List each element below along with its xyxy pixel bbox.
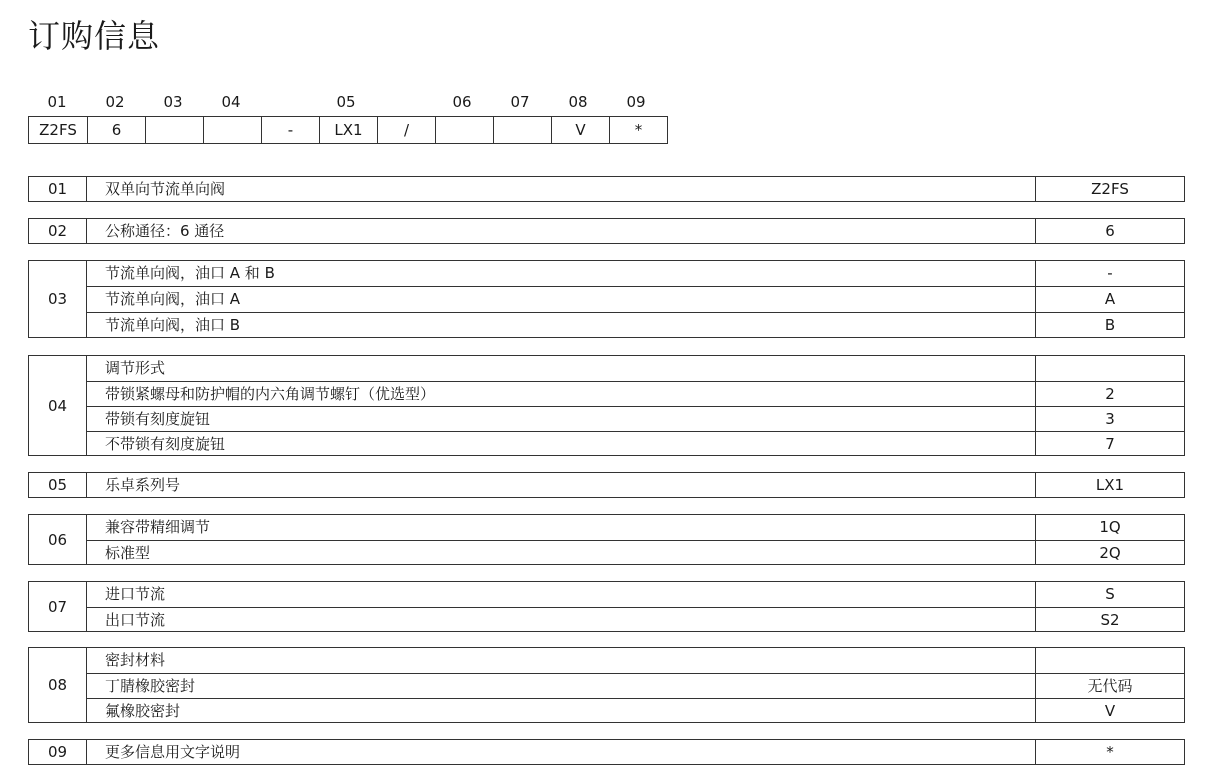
option-code: V — [1035, 699, 1184, 723]
option-row — [87, 540, 1184, 565]
option-group-03 — [28, 260, 1185, 338]
option-code: 无代码 — [1035, 674, 1184, 698]
position-label: 06 — [452, 93, 472, 111]
option-group-09 — [28, 739, 1185, 765]
position-label: 05 — [336, 93, 356, 111]
option-description: 节流单向阀，油口 A 和 B — [105, 264, 275, 282]
option-code — [1035, 648, 1184, 673]
option-code: S — [1035, 582, 1184, 607]
option-row — [87, 698, 1184, 723]
option-row — [87, 673, 1184, 698]
position-label: 09 — [626, 93, 646, 111]
code-cell — [435, 117, 493, 143]
option-code: 3 — [1035, 407, 1184, 431]
page-title: 订购信息 — [28, 17, 161, 55]
order-code-strip — [28, 116, 668, 144]
code-cell — [493, 117, 551, 143]
option-description: 出口节流 — [105, 611, 166, 629]
option-code: * — [1035, 740, 1184, 765]
code-cell: 6 — [87, 117, 145, 143]
option-code: Z2FS — [1035, 177, 1184, 202]
option-description: 不带锁有刻度旋钮 — [105, 435, 226, 453]
code-cell: / — [377, 117, 435, 143]
option-group-02 — [28, 218, 1185, 244]
code-cell — [203, 117, 261, 143]
group-number: 04 — [29, 356, 87, 455]
option-code: 6 — [1035, 219, 1184, 244]
position-label: 07 — [510, 93, 530, 111]
option-row — [87, 219, 1184, 244]
code-cell — [145, 117, 203, 143]
option-row — [87, 582, 1184, 607]
option-group-08 — [28, 647, 1185, 723]
option-description: 丁腈橡胶密封 — [105, 677, 196, 695]
option-row — [87, 356, 1184, 381]
group-number: 05 — [29, 473, 87, 497]
code-cell: Z2FS — [39, 121, 77, 139]
option-code: 2 — [1035, 382, 1184, 406]
option-description: 带锁紧螺母和防护帽的内六角调节螺钉（优选型） — [105, 385, 436, 403]
option-description: 更多信息用文字说明 — [105, 743, 241, 761]
group-number: 08 — [29, 648, 87, 722]
option-group-05 — [28, 472, 1185, 498]
option-description: 氟橡胶密封 — [105, 702, 181, 720]
option-row — [87, 381, 1184, 406]
option-row — [87, 607, 1184, 632]
option-description: 节流单向阀，油口 B — [105, 316, 241, 334]
option-description: 密封材料 — [105, 651, 166, 669]
option-row — [87, 177, 1184, 202]
position-label: 01 — [47, 93, 67, 111]
option-row — [87, 515, 1184, 540]
option-code: A — [1035, 287, 1184, 312]
option-group-06 — [28, 514, 1185, 565]
position-label: 04 — [221, 93, 241, 111]
option-code: S2 — [1035, 608, 1184, 632]
option-row — [87, 406, 1184, 431]
group-number: 01 — [29, 177, 87, 201]
option-description: 双单向节流单向阀 — [105, 180, 226, 198]
option-description: 带锁有刻度旋钮 — [105, 410, 211, 428]
option-group-01 — [28, 176, 1185, 202]
group-number: 09 — [29, 740, 87, 764]
option-description: 兼容带精细调节 — [105, 518, 211, 536]
position-label: 02 — [105, 93, 125, 111]
position-label: 08 — [568, 93, 588, 111]
option-code: LX1 — [1035, 473, 1184, 498]
option-row — [87, 286, 1184, 312]
option-description: 公称通径：6 通径 — [105, 222, 225, 240]
code-cell: * — [609, 117, 667, 143]
option-code: 1Q — [1035, 515, 1184, 540]
option-row — [87, 431, 1184, 456]
group-number: 03 — [29, 261, 87, 337]
option-group-07 — [28, 581, 1185, 632]
option-description: 乐卓系列号 — [105, 476, 181, 494]
group-number: 06 — [29, 515, 87, 564]
code-cell: - — [261, 117, 319, 143]
option-row — [87, 312, 1184, 338]
position-label: 03 — [163, 93, 183, 111]
option-description: 节流单向阀，油口 A — [105, 290, 241, 308]
option-description: 调节形式 — [105, 359, 166, 377]
option-row — [87, 473, 1184, 498]
option-group-04 — [28, 355, 1185, 456]
option-row — [87, 648, 1184, 673]
option-row — [87, 740, 1184, 765]
option-description: 标准型 — [105, 544, 151, 562]
code-cell: V — [551, 117, 609, 143]
option-code — [1035, 356, 1184, 381]
option-code: 7 — [1035, 432, 1184, 456]
option-code: B — [1035, 313, 1184, 338]
option-code: 2Q — [1035, 541, 1184, 565]
option-code: - — [1035, 261, 1184, 286]
option-row — [87, 261, 1184, 286]
option-description: 进口节流 — [105, 585, 166, 603]
group-number: 02 — [29, 219, 87, 243]
code-cell: LX1 — [319, 117, 377, 143]
group-number: 07 — [29, 582, 87, 631]
